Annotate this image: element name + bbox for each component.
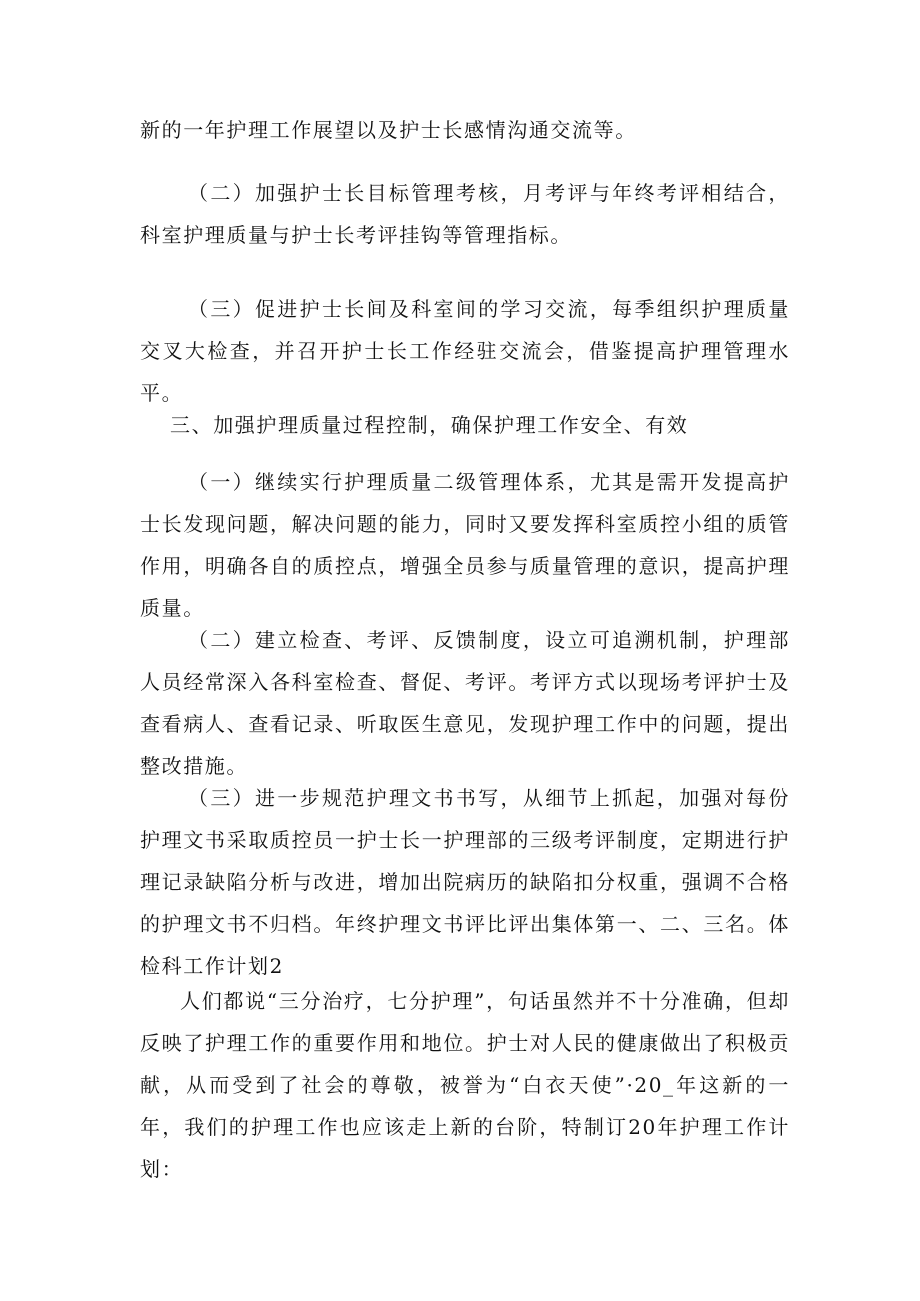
paragraph-item-3-documentation: （三）进一步规范护理文书书写，从细节上抓起，加强对每份护理文书采取质控员一护士长一护理部的三级考评制度，定期进行护理记录缺陷分析与改进，增加出院病历的缺陷扣分权重，强调不合格的护理文书不归档。年终护理文书评比评出集体第一、二、三名。体检科工作计划2 (140, 786, 790, 978)
paragraph-item-1-quality-system: （一）继续实行护理质量二级管理体系，尤其是需开发提高护士长发现问题，解决问题的能力，同时又要发挥科室质控小组的质管作用，明确各自的质控点，增强全员参与质量管理的意识，提高护理质量。 (140, 470, 790, 620)
paragraph-item-2-inspection: （二）建立检查、考评、反馈制度，设立可追溯机制，护理部人员经常深入各科室检查、督促、考评。考评方式以现场考评护士及查看病人、查看记录、听取医生意见，发现护理工作中的问题，提出整改措施。 (140, 628, 790, 778)
paragraph-item-2-head-nurse-assessment: （二）加强护士长目标管理考核，月考评与年终考评相结合，科室护理质量与护士长考评挂钩等管理指标。 (140, 181, 790, 247)
paragraph-intro-continuation: 新的一年护理工作展望以及护士长感情沟通交流等。 (140, 118, 637, 142)
paragraph-item-3-exchange: （三）促进护士长间及科室间的学习交流，每季组织护理质量交叉大检查，并召开护士长工作经驻交流会，借鉴提高护理管理水平。 (140, 297, 790, 405)
section-heading-3-quality-control: 三、加强护理质量过程控制，确保护理工作安全、有效 (170, 413, 689, 437)
paragraph-work-plan-intro: 人们都说“三分治疗，七分护理”，句话虽然并不十分准确，但却反映了护理工作的重要作用和地位。护士对人民的健康做出了积极贡献，从而受到了社会的尊敬，被誉为“白衣天使”·20_年这新的一年，我们的护理工作也应该走上新的台阶，特制订20年护理工作计划： (140, 989, 790, 1181)
